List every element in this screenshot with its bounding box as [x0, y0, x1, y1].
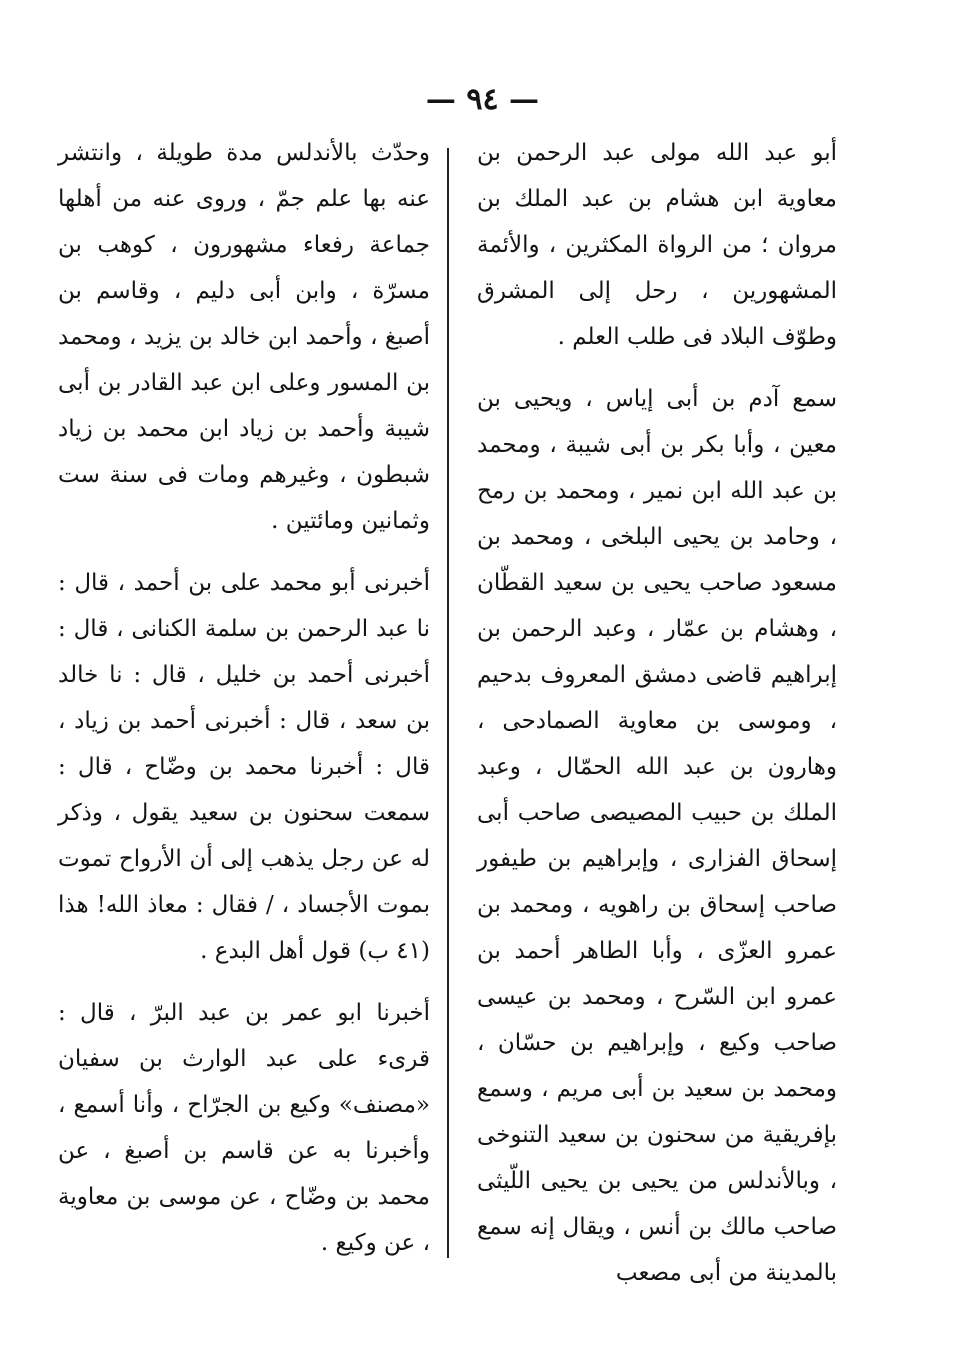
paragraph: أخبرنى أبو محمد على بن أحمد ، قال : نا عبد الرحمن بن سلمة الكنانى ، قال : أخبرنى أحمد بن خليل ، قال : نا خالد بن سعد ، قال : أخبرنى أحمد بن زياد ، قال : أخبرنا محمد بن وضّاح ، قال : سمعت سحنون بن سعيد يقول ، وذكر له عن رجل يذهب إلى أن الأرواح تموت بموت الأجساد ، / فقال : معاذ الله! هذا (٤١ ب) قول أهل البدع .: [58, 570, 430, 964]
right-column: [477, 130, 837, 1296]
column-divider: [447, 148, 449, 1258]
paragraph: أخبرنا ابو عمر بن عبد البرّ ، قال : قرىء على عبد الوارث بن سفيان «مصنف» وكيع بن الجرّاح ، وأنا أسمع ، وأخبرنا به عن قاسم بن أصبغ ، عن محمد بن وضّاح ، عن موسى بن معاوية ، عن وكيع .: [58, 1000, 430, 1256]
paragraph: سمع آدم بن أبى إياس ، ويحيى بن معين ، وأبا بكر بن أبى شيبة ، ومحمد بن عبد الله ابن نمير ، ومحمد بن رمح ، وحامد بن يحيى البلخى ، ومحمد بن مسعود صاحب يحيى بن سعيد القطّان ، وهشام بن عمّار ، وعبد الرحمن بن إبراهيم قاضى دمشق المعروف بدحيم ، وموسى بن معاوية الصمادحى ، وهارون بن عبد الله الحمّال ، وعبد الملك بن حبيب المصيصى صاحب أبى إسحاق الفزارى ، وإبراهيم بن طيفور صاحب إسحاق بن راهويه ، ومحمد بن عمرو العزّى ، وأبا الطاهر أحمد بن عمرو ابن السّرح ، ومحمد بن عيسى صاحب وكيع ، وإبراهيم بن حسّان ، ومحمد بن سعيد بن أبى مريم ، وسمع بإفريقية من سحنون بن سعيد التنوخى ، وبالأندلس من يحيى بن يحيى اللّيثى صاحب مالك بن أنس ، ويقال إنه سمع بالمدينة من أبى مصعب: [477, 386, 837, 1286]
left-column: [58, 130, 430, 1266]
paragraph: وحدّث بالأندلس مدة طويلة ، وانتشر عنه بها علم جمّ ، وروى عنه من أهلها جماعة رفعاء مشهورون ، كوهب بن مسرّة ، وابن أبى دليم ، وقاسم بن أصبغ ، وأحمد ابن خالد بن يزيد ، ومحمد بن المسور وعلى ابن عبد القادر بن أبى شيبة وأحمد بن زياد ابن محمد بن زياد شبطون ، وغيرهم ومات فى سنة ست وثمانين ومائتين .: [58, 140, 430, 534]
paragraph: أبو عبد الله مولى عبد الرحمن بن معاوية ابن هشام بن عبد الملك بن مروان ؛ من الرواة المكثرين ، والأئمة المشهورين ، رحل إلى المشرق وطوّف البلاد فى طلب العلم .: [477, 140, 837, 350]
page-number: — ٩٤ —: [425, 82, 540, 117]
